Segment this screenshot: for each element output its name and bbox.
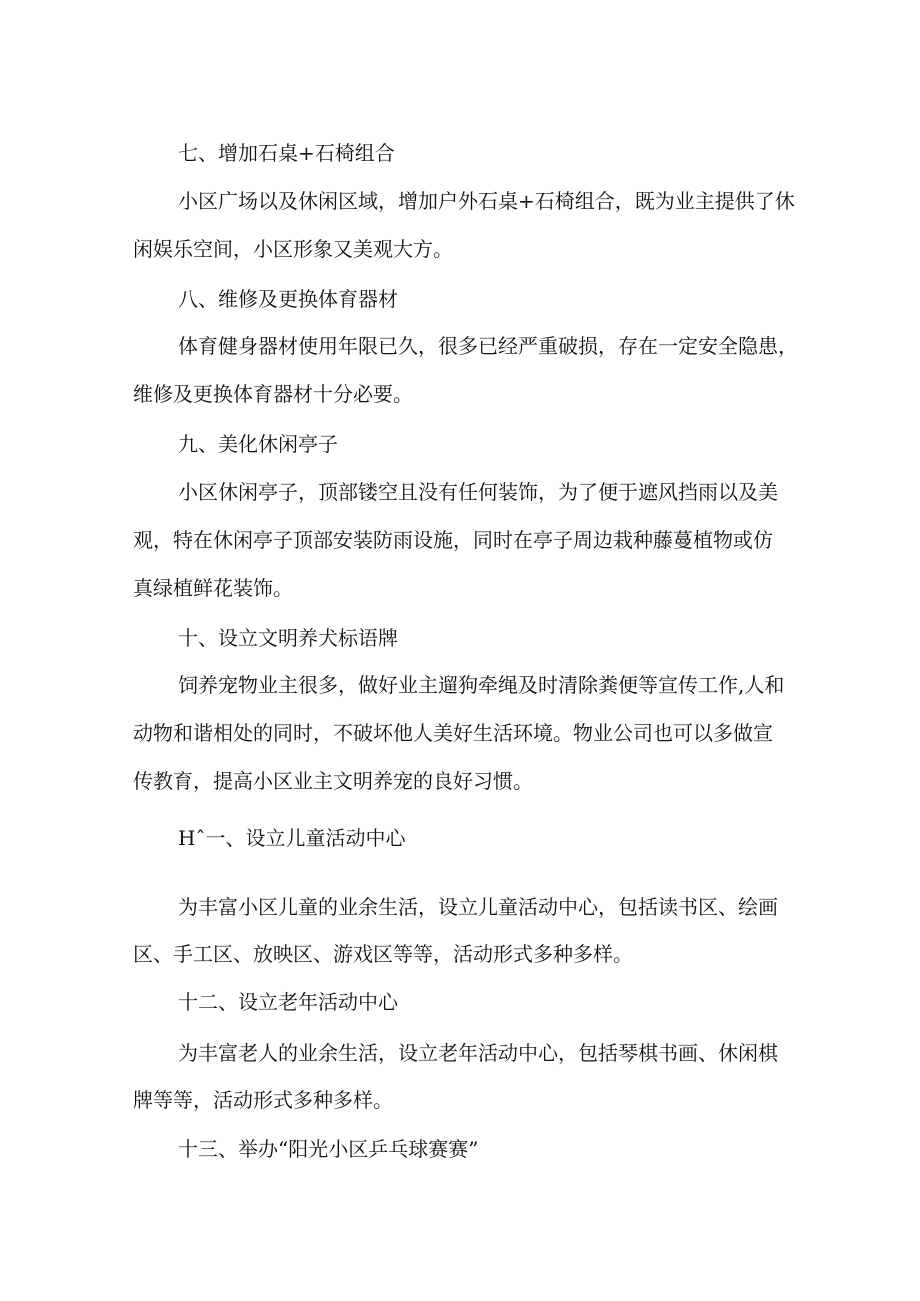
- section-heading-13: 十三、举办“阳光小区乒乓球赛赛”: [178, 1137, 479, 1161]
- section-heading-11: Hˆ一、设立儿童活动中心: [178, 826, 406, 850]
- paragraph-line: 动物和谐相处的同时，不破坏他人美好生活环境。物业公司也可以多做宣: [133, 721, 773, 745]
- paragraph-line: 小区广场以及休闲区域，增加户外石桌+石椅组合，既为业主提供了休: [178, 189, 795, 213]
- paragraph-line: 观，特在休闲亭子顶部安装防雨设施，同时在亭子周边栽种藤蔓植物或仿: [133, 528, 773, 552]
- section-heading-7: 七、增加石桌+石椅组合: [178, 141, 395, 165]
- section-heading-12: 十二、设立老年活动中心: [178, 990, 398, 1014]
- paragraph-line: 维修及更换体育器材十分必要。: [133, 382, 413, 406]
- section-heading-9: 九、美化休闲亭子: [178, 432, 338, 456]
- section-heading-8: 八、维修及更换体育器材: [178, 287, 398, 311]
- paragraph-line: 真绿植鲜花装饰。: [133, 576, 293, 600]
- section-heading-10: 十、设立文明养犬标语牌: [178, 626, 398, 650]
- paragraph-line: 饲养宠物业主很多，做好业主遛狗牵绳及时清除粪便等宣传工作,人和: [178, 673, 785, 697]
- paragraph-line: 传教育，提高小区业主文明养宠的良好习惯。: [133, 769, 533, 793]
- paragraph-line: 为丰富老人的业余生活，设立老年活动中心，包括琴棋书画、休闲棋: [178, 1041, 778, 1065]
- paragraph-line: 体育健身器材使用年限已久，很多已经严重破损，存在一定安全隐患，: [178, 334, 798, 358]
- paragraph-line: 区、手工区、放映区、游戏区等等，活动形式多种多样。: [133, 942, 633, 966]
- paragraph-line: 小区休闲亭子，顶部镂空且没有任何装饰，为了便于遮风挡雨以及美: [178, 480, 778, 504]
- paragraph-line: 为丰富小区儿童的业余生活，设立儿童活动中心，包括读书区、绘画: [178, 895, 778, 919]
- paragraph-line: 牌等等，活动形式多种多样。: [133, 1088, 393, 1112]
- paragraph-line: 闲娱乐空间，小区形象又美观大方。: [133, 237, 453, 261]
